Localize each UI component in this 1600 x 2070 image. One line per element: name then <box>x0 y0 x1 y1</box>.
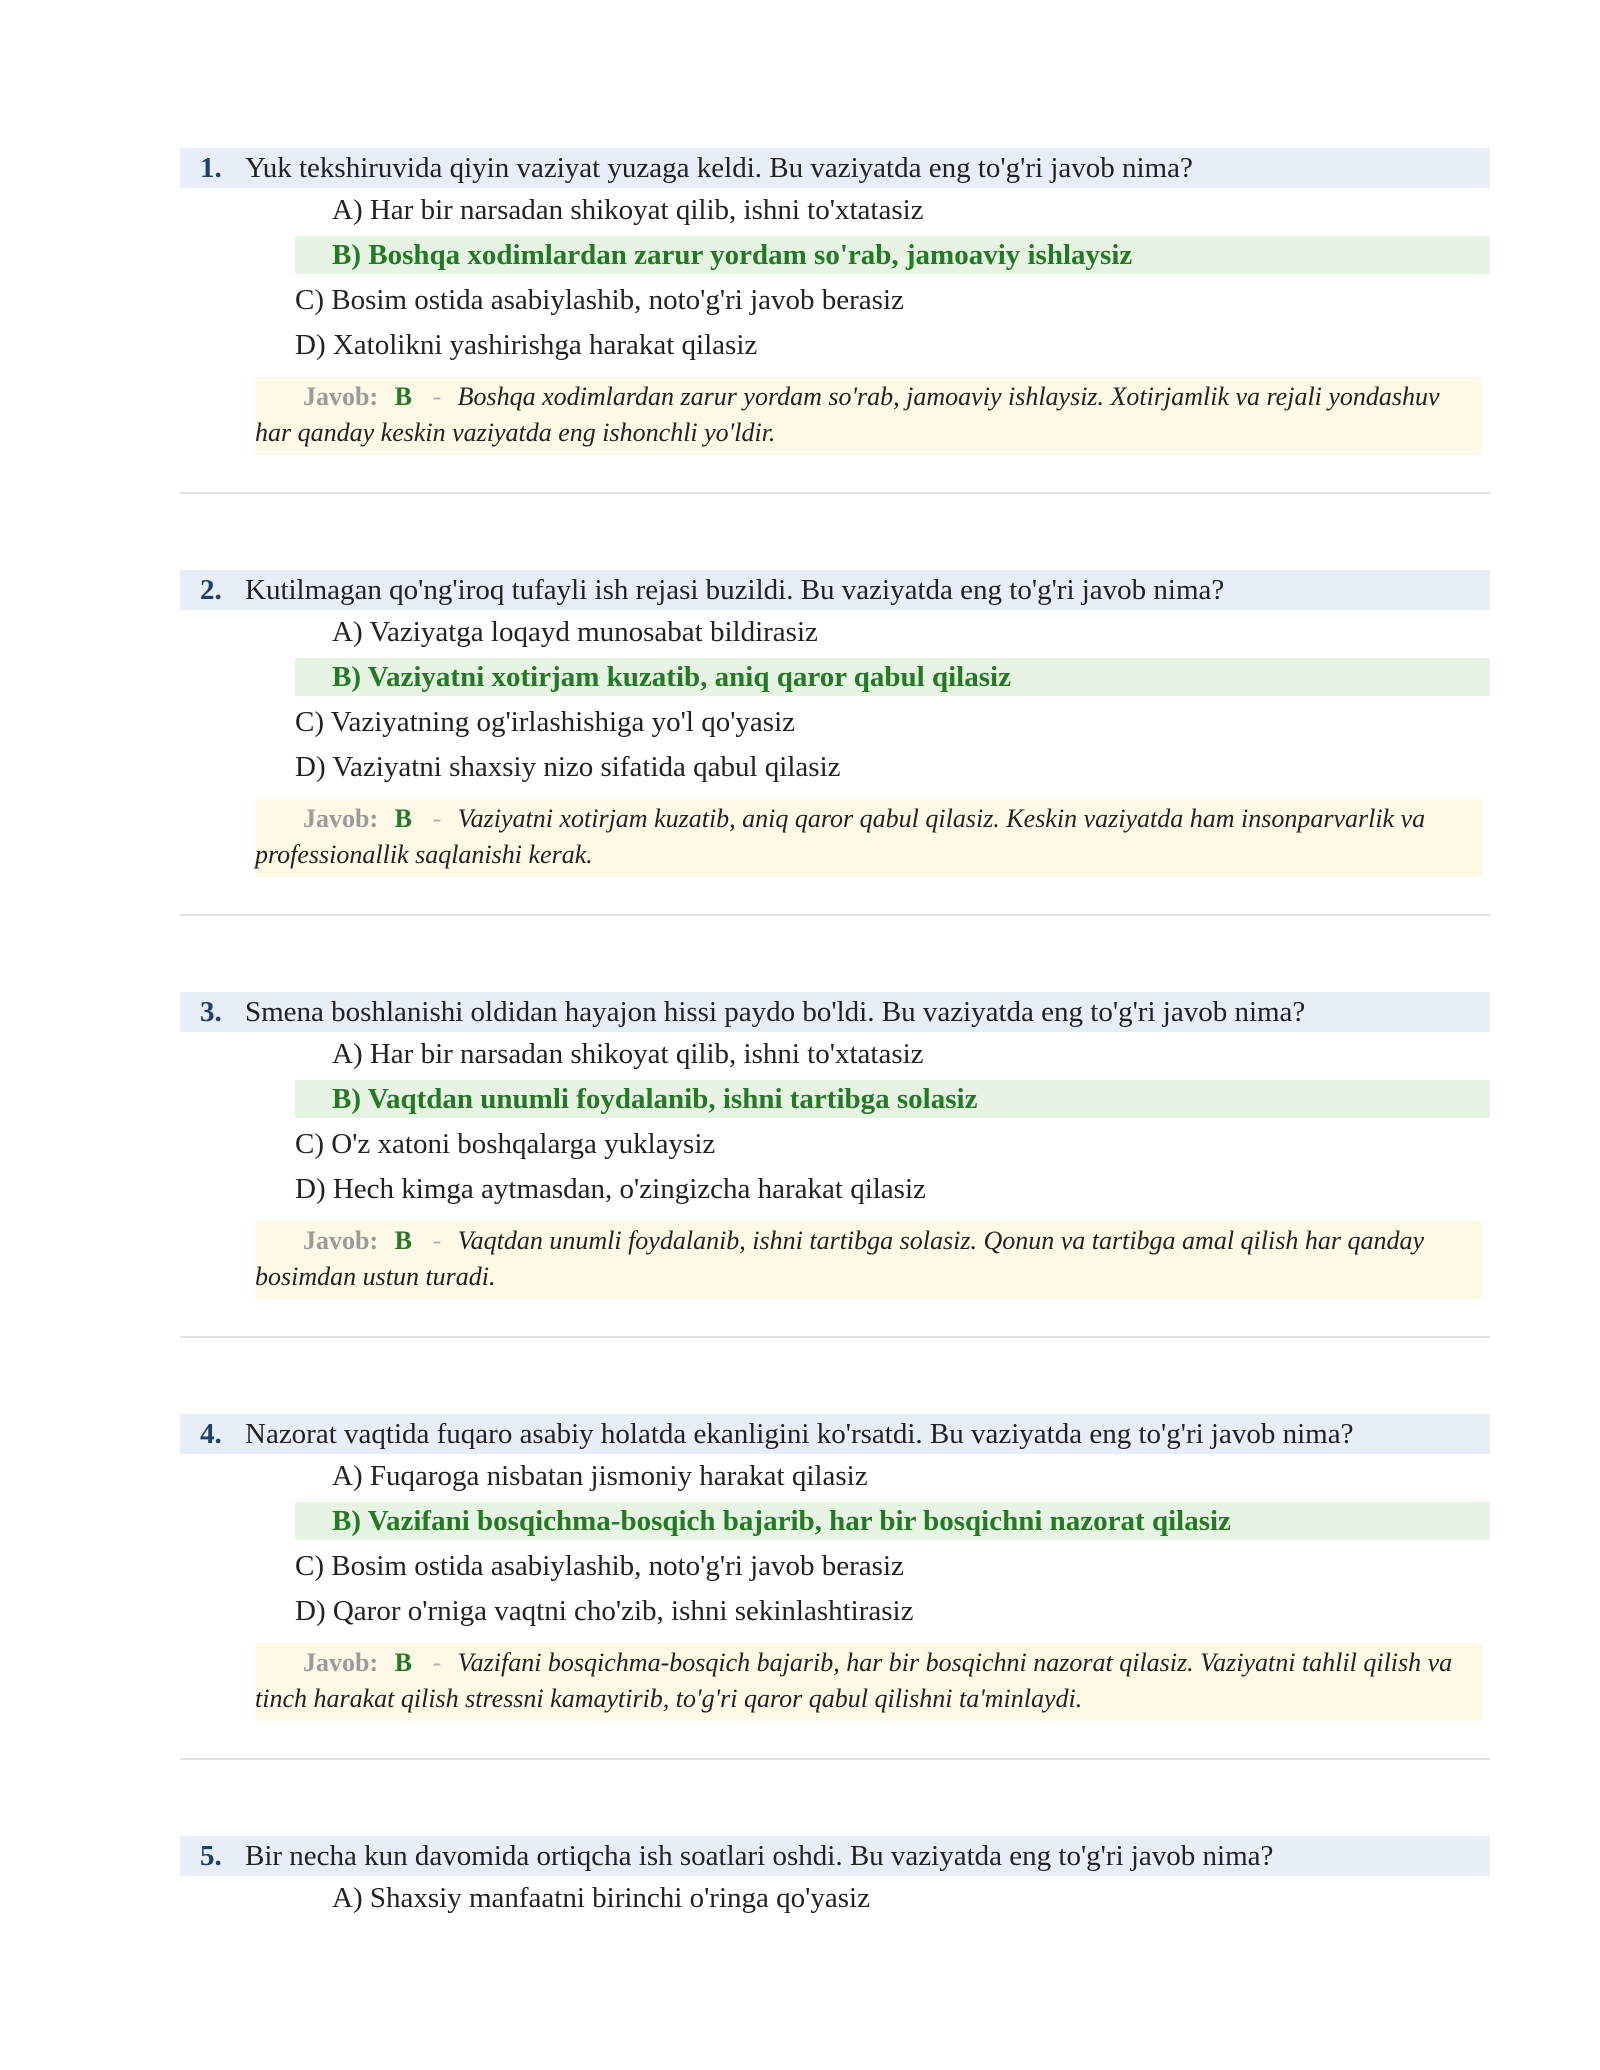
question-text: Bir necha kun davomida ortiqcha ish soatlari oshdi. Bu vaziyatda eng to'g'ri javob nima? <box>245 1840 1274 1872</box>
question-1 <box>180 148 1490 455</box>
option-a: A) Har bir narsadan shikoyat qilib, ishni to'xtatasiz <box>332 194 924 226</box>
question-header <box>180 1414 1490 1454</box>
divider <box>180 1758 1490 1760</box>
question-4 <box>180 1414 1490 1721</box>
question-text: Nazorat vaqtida fuqaro asabiy holatda ekanligini ko'rsatdi. Bu vaziyatda eng to'g'ri javob nima? <box>245 1418 1354 1450</box>
question-header <box>180 1836 1490 1876</box>
option-c: C) O'z xatoni boshqalarga yuklaysiz <box>295 1128 716 1160</box>
option-d: D) Qaror o'rniga vaqtni cho'zib, ishni sekinlashtirasiz <box>295 1595 914 1627</box>
option-d: D) Hech kimga aytmasdan, o'zingizcha harakat qilasiz <box>295 1173 926 1205</box>
question-3 <box>180 992 1490 1299</box>
question-text: Kutilmagan qo'ng'iroq tufayli ish rejasi buzildi. Bu vaziyatda eng to'g'ri javob nima? <box>245 574 1225 606</box>
answer-dash: - <box>432 1226 442 1255</box>
answer-letter: B <box>394 804 412 833</box>
answer-letter: B <box>394 382 412 411</box>
question-text: Smena boshlanishi oldidan hayajon hissi paydo bo'ldi. Bu vaziyatda eng to'g'ri javob nima? <box>245 996 1306 1028</box>
answer-dash: - <box>432 1648 442 1677</box>
question-number: 5. <box>200 1840 222 1872</box>
question-2 <box>180 570 1490 877</box>
option-b-correct: B) Boshqa xodimlardan zarur yordam so'rab, jamoaviy ishlaysiz <box>295 236 1490 274</box>
answer-label: Javob: <box>303 382 379 411</box>
option-d: D) Xatolikni yashirishga harakat qilasiz <box>295 329 758 361</box>
answer-explanation: Boshqa xodimlardan zarur yordam so'rab, jamoaviy ishlaysiz. Xotirjamlik va rejali yondashuv har qanday keskin vaziyatda eng ishonchli yo'ldir. <box>255 382 1440 447</box>
answer-dash: - <box>432 382 442 411</box>
question-number: 1. <box>200 152 222 184</box>
answer-label: Javob: <box>303 1226 379 1255</box>
answer-explanation: Vaziyatni xotirjam kuzatib, aniq qaror qabul qilasiz. Keskin vaziyatda ham insonparvarlik va professionallik saqlanishi kerak. <box>255 804 1426 869</box>
answer-explanation: Vazifani bosqichma-bosqich bajarib, har bir bosqichni nazorat qilasiz. Vaziyatni tahlil qilish va tinch harakat qilish stressni kamaytirib, to'g'ri qaror qabul qilishni ta'minlaydi. <box>255 1648 1453 1713</box>
answer-box <box>255 1643 1482 1721</box>
option-a: A) Fuqaroga nisbatan jismoniy harakat qilasiz <box>332 1460 868 1492</box>
question-number: 2. <box>200 574 222 606</box>
question-number: 3. <box>200 996 222 1028</box>
answer-letter: B <box>394 1648 412 1677</box>
answer-box <box>255 1221 1482 1299</box>
question-5 <box>180 1836 1490 1921</box>
option-d: D) Vaziyatni shaxsiy nizo sifatida qabul qilasiz <box>295 751 841 783</box>
option-b-correct: B) Vaziyatni xotirjam kuzatib, aniq qaror qabul qilasiz <box>295 658 1490 696</box>
question-header <box>180 148 1490 188</box>
answer-dash: - <box>432 804 442 833</box>
answer-box <box>255 799 1482 877</box>
question-header <box>180 570 1490 610</box>
answer-label: Javob: <box>303 804 379 833</box>
answer-letter: B <box>394 1226 412 1255</box>
option-c: C) Vaziyatning og'irlashishiga yo'l qo'yasiz <box>295 706 796 738</box>
option-a: A) Har bir narsadan shikoyat qilib, ishni to'xtatasiz <box>332 1038 924 1070</box>
answer-label: Javob: <box>303 1648 379 1677</box>
option-c: C) Bosim ostida asabiylashib, noto'g'ri javob berasiz <box>295 284 904 316</box>
option-c: C) Bosim ostida asabiylashib, noto'g'ri javob berasiz <box>295 1550 904 1582</box>
option-a: A) Vaziyatga loqayd munosabat bildirasiz <box>332 616 818 648</box>
divider <box>180 492 1490 494</box>
question-header <box>180 992 1490 1032</box>
option-a: A) Shaxsiy manfaatni birinchi o'ringa qo'yasiz <box>332 1882 870 1914</box>
answer-box <box>255 377 1482 455</box>
divider <box>180 914 1490 916</box>
answer-explanation: Vaqtdan unumli foydalanib, ishni tartibga solasiz. Qonun va tartibga amal qilish har qanday bosimdan ustun turadi. <box>255 1226 1425 1291</box>
question-number: 4. <box>200 1418 222 1450</box>
divider <box>180 1336 1490 1338</box>
question-text: Yuk tekshiruvida qiyin vaziyat yuzaga keldi. Bu vaziyatda eng to'g'ri javob nima? <box>245 152 1193 184</box>
option-b-correct: B) Vaqtdan unumli foydalanib, ishni tartibga solasiz <box>295 1080 1490 1118</box>
option-b-correct: B) Vazifani bosqichma-bosqich bajarib, har bir bosqichni nazorat qilasiz <box>295 1502 1490 1540</box>
